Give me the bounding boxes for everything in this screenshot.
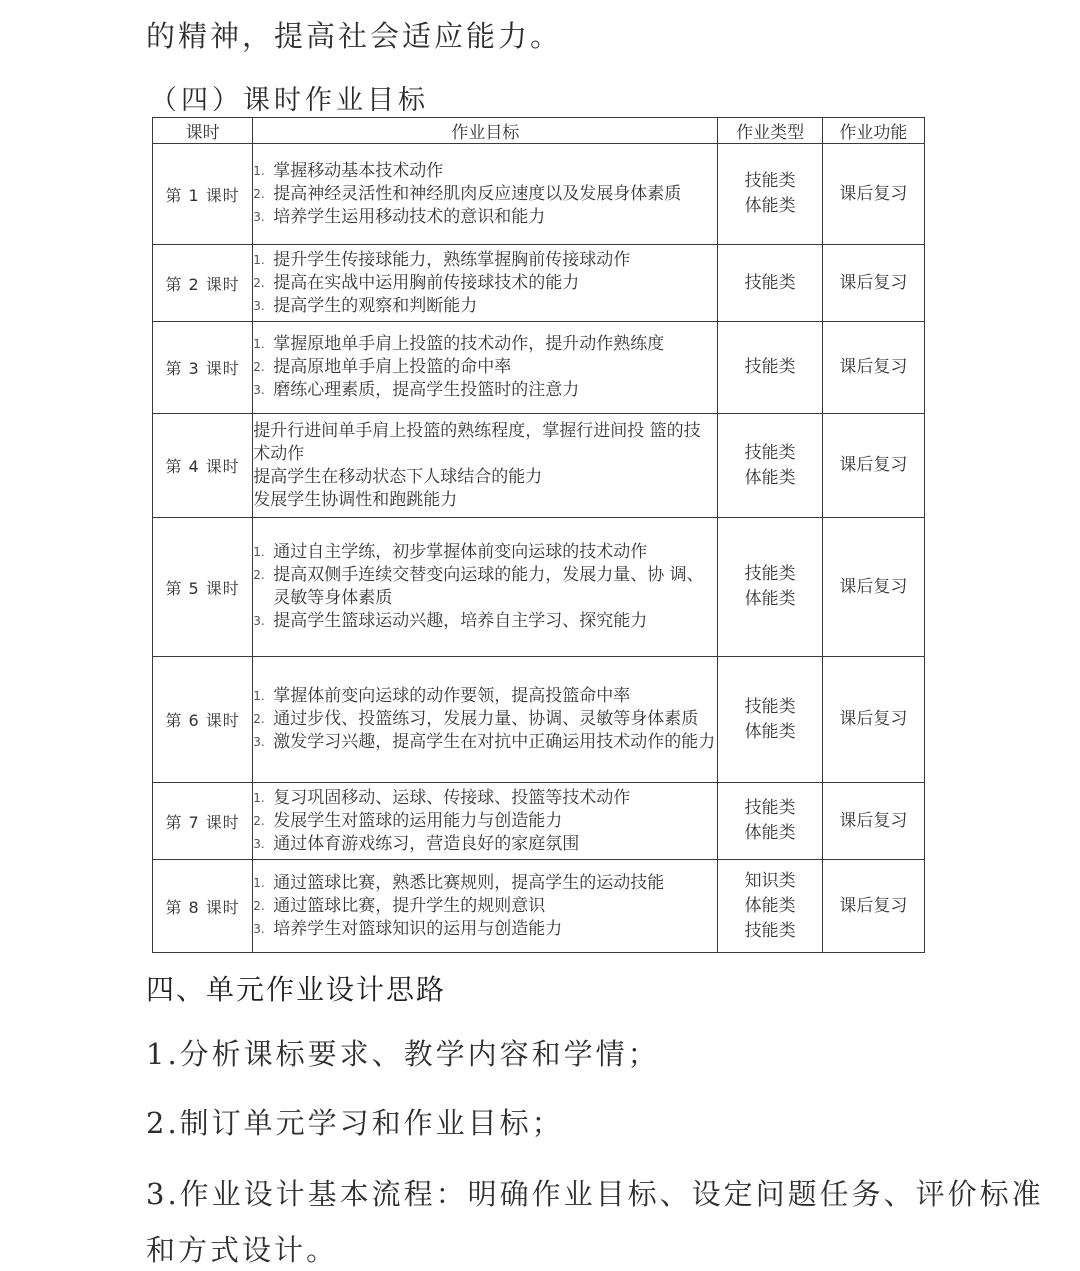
goals-cell: [253, 657, 718, 783]
function-cell: 课后复习: [822, 245, 924, 322]
type-label: 体能类: [744, 895, 796, 916]
goal-text: 提高学生在移动状态下人球结合的能力: [253, 466, 543, 487]
lesson-cell: 第 5 课时: [153, 518, 253, 657]
table-heading: （四）课时作业目标: [150, 85, 429, 116]
goal-text: 发展学生对篮球的运用能力与创造能力: [273, 810, 563, 831]
goals-cell: [253, 144, 718, 245]
goal-number: 1.: [253, 790, 265, 805]
function-cell: 课后复习: [822, 414, 924, 518]
goal-number: 3.: [253, 209, 265, 224]
goal-text: 通过篮球比赛，提升学生的规则意识: [273, 895, 546, 916]
type-cell: [718, 518, 822, 657]
goals-list: [253, 872, 717, 941]
paragraph-1: 1.分析课标要求、教学内容和学情；: [146, 1037, 660, 1071]
goal-number: 3.: [253, 383, 265, 397]
goal-item: [253, 810, 717, 833]
goal-text: 提升学生传接球能力，熟练掌握胸前传接球动作: [273, 249, 631, 270]
goals-list: [253, 787, 717, 856]
goal-text: 提高学生篮球运动兴趣，培养自主学习、探究能力: [273, 611, 648, 631]
lesson-cell: 第 8 课时: [153, 860, 253, 953]
type-cell: [718, 860, 822, 953]
goals-list: [253, 249, 717, 318]
goal-item: [253, 356, 717, 379]
goal-number: 1.: [253, 875, 265, 890]
goal-number: 2.: [253, 360, 265, 374]
lesson-cell: 第 1 课时: [153, 144, 253, 245]
goal-text: 培养学生运用移动技术的意识和能力: [273, 206, 546, 227]
goal-item: [253, 379, 717, 402]
function-cell: 课后复习: [822, 518, 924, 657]
goal-number: 2.: [253, 898, 265, 913]
goal-item: [253, 541, 717, 564]
goal-text: 复习巩固移动、运球、传接球、投篮等技术动作: [273, 787, 631, 808]
goal-text: 发展学生协调性和跑跳能力: [253, 489, 458, 510]
type-label: 技能类: [744, 171, 796, 191]
function-cell: 课后复习: [822, 144, 924, 245]
goal-text: 提升行进间单手肩上投篮的熟练程度，掌握行进间投 篮的技术动作: [253, 420, 701, 464]
goal-text: 激发学习兴趣，提高学生在对抗中正确运用技术动作的能力: [273, 732, 716, 752]
goal-text: 提高神经灵活性和神经肌肉反应速度以及发展身体素质: [273, 183, 682, 204]
goal-text: 通过自主学练，初步掌握体前变向运球的技术动作: [273, 542, 648, 562]
goal-item: [253, 731, 717, 754]
type-cell: [718, 322, 822, 414]
goal-item: [253, 895, 717, 918]
goal-item: [253, 272, 717, 295]
goal-item: [253, 183, 717, 206]
goal-text: 培养学生对篮球知识的运用与创造能力: [273, 918, 563, 939]
type-label: 技能类: [744, 272, 796, 293]
type-cell: [718, 783, 822, 860]
goal-text: 通过步伐、投篮练习，发展力量、协调、灵敏等身体素质: [273, 709, 699, 729]
goal-item: [253, 708, 717, 731]
table-row: [153, 245, 925, 322]
goal-number: 2.: [253, 186, 265, 201]
type-label: 体能类: [744, 467, 796, 488]
lesson-cell: 第 3 课时: [153, 322, 253, 414]
header-lesson: 课时: [153, 118, 253, 144]
type-cell: [718, 657, 822, 783]
goals-cell: [253, 783, 718, 860]
function-cell: 课后复习: [822, 860, 924, 953]
lesson-cell: 第 6 课时: [153, 657, 253, 783]
function-cell: 课后复习: [822, 657, 924, 783]
goal-number: 2.: [253, 275, 265, 290]
goal-text: 提高原地单手肩上投篮的命中率: [273, 357, 512, 377]
type-cell: [718, 414, 822, 518]
type-label: 技能类: [744, 442, 796, 463]
goal-item: [253, 206, 717, 229]
goal-number: 1.: [253, 689, 265, 703]
goal-number: 1.: [253, 545, 265, 559]
type-label: 知识类: [744, 870, 796, 891]
goal-item: [253, 872, 717, 895]
function-cell: 课后复习: [822, 322, 924, 414]
goal-text: 掌握移动基本技术动作: [273, 160, 444, 181]
type-label: 技能类: [744, 798, 796, 818]
section-heading: 四、单元作业设计思路: [146, 973, 447, 1006]
goal-item: [253, 685, 717, 708]
table-row: [153, 322, 925, 414]
goals-list: [253, 160, 717, 229]
goal-item: [253, 833, 717, 856]
type-label: 技能类: [744, 696, 796, 717]
lesson-goals-table: [152, 117, 925, 953]
goal-text: 磨练心理素质，提高学生投篮时的注意力: [273, 380, 580, 400]
goal-item: [253, 249, 717, 272]
goals-list: [253, 685, 717, 754]
goals-cell: [253, 245, 718, 322]
type-label: 体能类: [744, 196, 796, 216]
table-row: [153, 518, 925, 657]
goal-item: [253, 787, 717, 810]
goal-number: 1.: [253, 337, 265, 351]
goal-number: 1.: [253, 252, 265, 267]
goal-item: [253, 160, 717, 183]
type-cell: [718, 245, 822, 322]
goal-text: 掌握体前变向运球的动作要领，提高投篮命中率: [273, 686, 631, 706]
intro-text: 的精神，提高社会适应能力。: [146, 19, 563, 53]
goal-number: 2.: [253, 712, 265, 726]
header-type: 作业类型: [718, 118, 822, 144]
table-row: [153, 657, 925, 783]
goal-text: 提高学生的观察和判断能力: [273, 295, 478, 316]
goal-text: 提高在实战中运用胸前传接球技术的能力: [273, 272, 580, 293]
goal-number: 2.: [253, 568, 265, 582]
goals-cell: [253, 322, 718, 414]
goal-text: 提高双侧手连续交替变向运球的能力，发展力量、协 调、灵敏等身体素质: [273, 565, 704, 608]
header-function: 作业功能: [822, 118, 924, 144]
goals-cell: [253, 414, 718, 518]
goal-number: 2.: [253, 813, 265, 828]
goals-list: [253, 541, 717, 633]
goal-number: 3.: [253, 921, 265, 936]
table-body: [153, 144, 925, 953]
goal-item: [253, 466, 717, 489]
goal-item: [253, 295, 717, 318]
goal-number: 3.: [253, 735, 265, 749]
goal-number: 3.: [253, 836, 265, 851]
goals-cell: [253, 860, 718, 953]
goal-number: 1.: [253, 163, 265, 178]
goal-text: 掌握原地单手肩上投篮的技术动作，提升动作熟练度: [273, 334, 665, 354]
goals-cell: [253, 518, 718, 657]
goals-list: [253, 333, 717, 402]
function-cell: 课后复习: [822, 783, 924, 860]
type-label: 体能类: [744, 823, 796, 843]
table-header-row: [153, 118, 925, 144]
goal-text: 通过体育游戏练习，营造良好的家庭氛围: [273, 833, 580, 854]
type-label: 技能类: [744, 357, 796, 377]
goal-item: [253, 918, 717, 941]
goal-text: 通过篮球比赛，熟悉比赛规则，提高学生的运动技能: [273, 872, 665, 893]
table-row: [153, 783, 925, 860]
type-label: 技能类: [744, 920, 796, 941]
goal-number: 3.: [253, 298, 265, 313]
goal-number: 3.: [253, 614, 265, 628]
type-label: 体能类: [744, 721, 796, 742]
lesson-cell: 第 7 课时: [153, 783, 253, 860]
goal-item: [253, 420, 717, 466]
goal-item: [253, 489, 717, 512]
paragraph-3: 3.作业设计基本流程：明确作业目标、设定问题任务、评价标准: [146, 1177, 1044, 1211]
header-goals: 作业目标: [253, 118, 718, 144]
table-row: [153, 144, 925, 245]
paragraph-4: 和方式设计。: [146, 1233, 339, 1267]
goal-item: [253, 610, 717, 633]
goal-item: [253, 564, 717, 610]
type-label: 体能类: [744, 589, 796, 609]
goals-list: [253, 420, 717, 512]
table-row: [153, 414, 925, 518]
lesson-cell: 第 4 课时: [153, 414, 253, 518]
goal-item: [253, 333, 717, 356]
lesson-cell: 第 2 课时: [153, 245, 253, 322]
type-cell: [718, 144, 822, 245]
paragraph-2: 2.制订单元学习和作业目标；: [146, 1106, 564, 1140]
type-label: 技能类: [744, 564, 796, 584]
table-row: [153, 860, 925, 953]
